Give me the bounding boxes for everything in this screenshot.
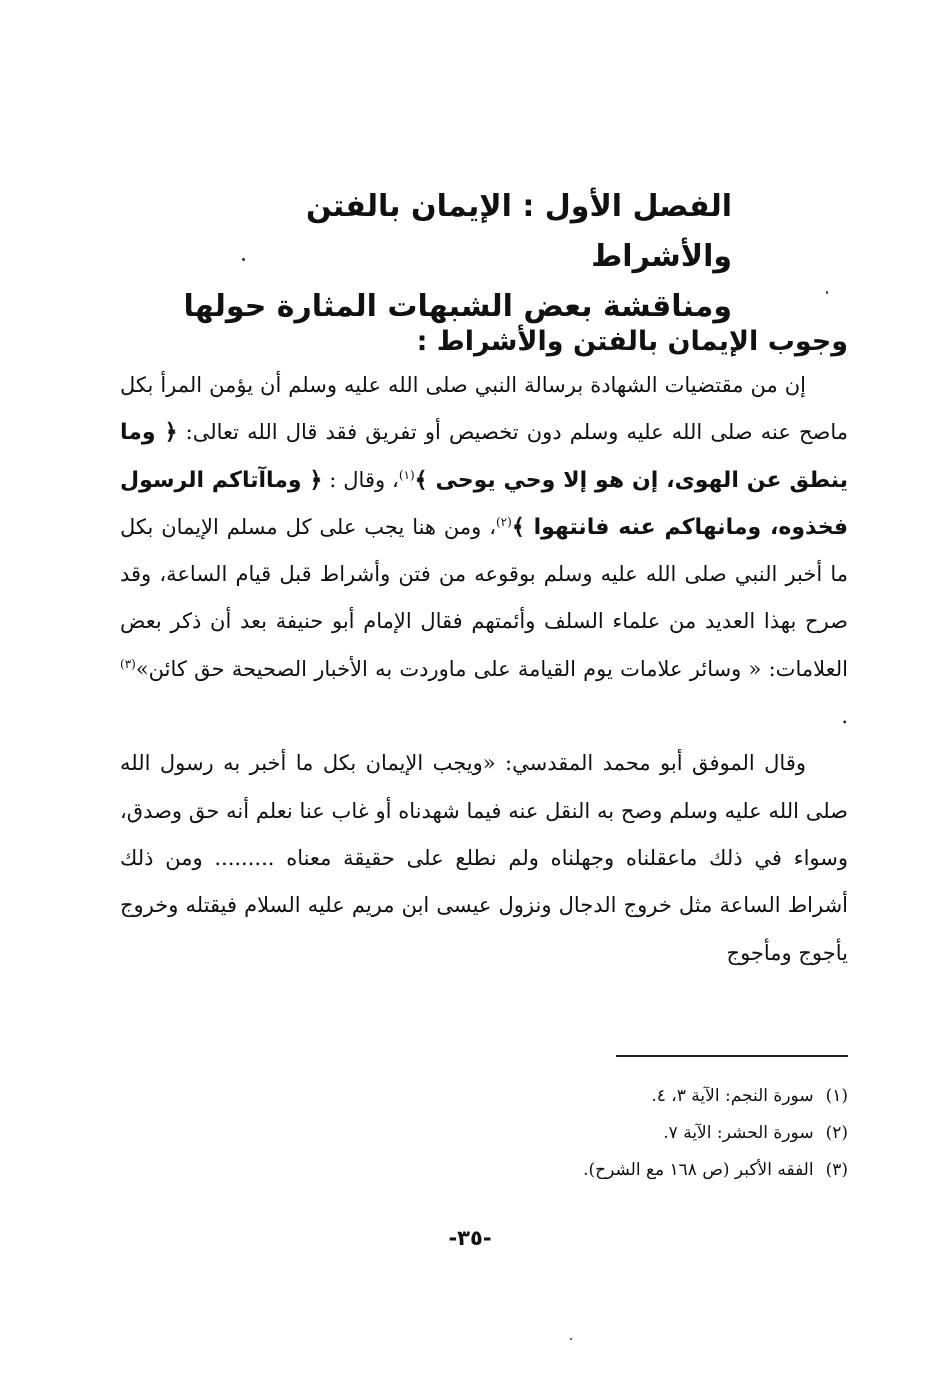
footnote-text: سورة الحشر: الآية ٧.	[663, 1123, 814, 1143]
section-heading: وجوب الإيمان بالفتن والأشراط :	[416, 326, 848, 357]
scan-speck	[826, 291, 828, 294]
footnote-number: (٢)	[825, 1123, 848, 1143]
footnote-ref-2: (٢)	[495, 514, 512, 529]
quran-verse-1: ﴿ وما ينطق عن الهوى، إن هو إلا وحي يوحى ﴾	[120, 420, 848, 493]
footnote-item	[583, 1152, 848, 1189]
footnote-ref-3: (٣)	[120, 656, 136, 671]
footnote-divider	[616, 1055, 848, 1057]
scan-speck	[242, 258, 245, 261]
paragraph-1-text-c: ، ومن هنا يجب على كل مسلم الإيمان بكل ما أخبر النبي صلى الله عليه وسلم بوقوعه من فتن وأشراط قبل قيام الساعة، وقد صرح بهذا العديد من علماء السلف وأئمتهم فقال الإمام أبو حنيفة بعد أن ذكر بعض العلامات: « وسائر علامات يوم القيامة على ماوردت به الأخبار الصحيحة حق كائن»	[120, 514, 848, 681]
paragraph-2: وقال الموفق أبو محمد المقدسي: «ويجب الإيمان بكل ما أخبر به رسول الله صلى الله عليه وسلم وصح به النقل عنه فيما شهدناه أو غاب عنا نعلم أنه حق وصدق، وسواء في ذلك ماعقلناه وجهلناه ولم نطلع على حقيقة معناه ......... ومن ذلك أشراط الساعة مثل خروج الدجال ونزول عيسى ابن مريم عليه السلام فيقتله وخروج يأجوج ومأجوج	[120, 751, 848, 965]
chapter-title-line-2: ومناقشة بعض الشبهات المثارة حولها	[183, 289, 732, 324]
body-text	[120, 362, 848, 977]
chapter-title	[172, 182, 732, 332]
footnote-text: الفقه الأكبر (ص ١٦٨ مع الشرح).	[583, 1160, 814, 1180]
footnote-number: (١)	[825, 1086, 848, 1106]
paragraph-1-text-a: إن من مقتضيات الشهادة برسالة النبي صلى الله عليه وسلم أن يؤمن المرأ بكل ماصح عنه صلى الله عليه وسلم دون تخصيص أو تفريق فقد قال الله تعالى:	[120, 373, 849, 445]
footnote-text: سورة النجم: الآية ٣، ٤.	[651, 1086, 814, 1106]
footnote-number: (٣)	[825, 1160, 848, 1180]
footnotes-list	[583, 1078, 848, 1189]
footnote-item	[583, 1078, 848, 1115]
paragraph-1	[120, 362, 848, 740]
paragraph-1-text-b: ، وقال :	[322, 467, 399, 492]
quran-verse-2: ﴿ وماآتاكم الرسول فخذوه، ومانهاكم عنه فانتهوا ﴾	[120, 467, 849, 540]
footnote-item	[583, 1115, 848, 1152]
scan-speck	[570, 1338, 572, 1340]
paragraph-1-text-d: .	[841, 704, 848, 729]
footnote-ref-1: (١)	[398, 467, 415, 482]
chapter-title-line-1: الفصل الأول : الإيمان بالفتن والأشراط	[305, 189, 732, 274]
page-number: -٣٥-	[448, 1226, 492, 1250]
